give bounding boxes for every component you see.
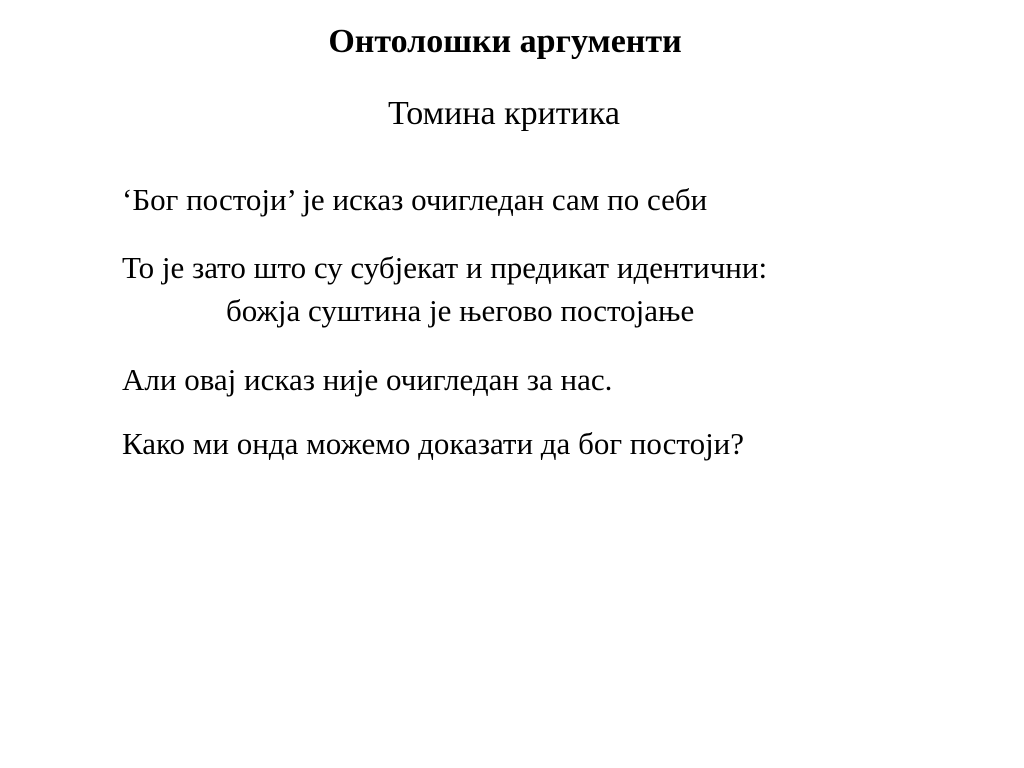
text-line-3: Али овај исказ није очигледан за нас.	[122, 362, 613, 397]
slide-subtitle: Томина критика	[388, 95, 620, 132]
text-line-1: ‘Бог постоји’ је исказ очигледан сам по себи	[122, 182, 708, 217]
text-line-2: То је зато што су субјекат и предикат идентични:	[122, 250, 768, 285]
text-line-4: Како ми онда можемо доказати да бог постоји?	[122, 426, 745, 461]
text-line-2-continuation: божја суштина је његово постојање	[226, 293, 695, 328]
slide-title: Онтолошки аргументи	[328, 23, 682, 60]
